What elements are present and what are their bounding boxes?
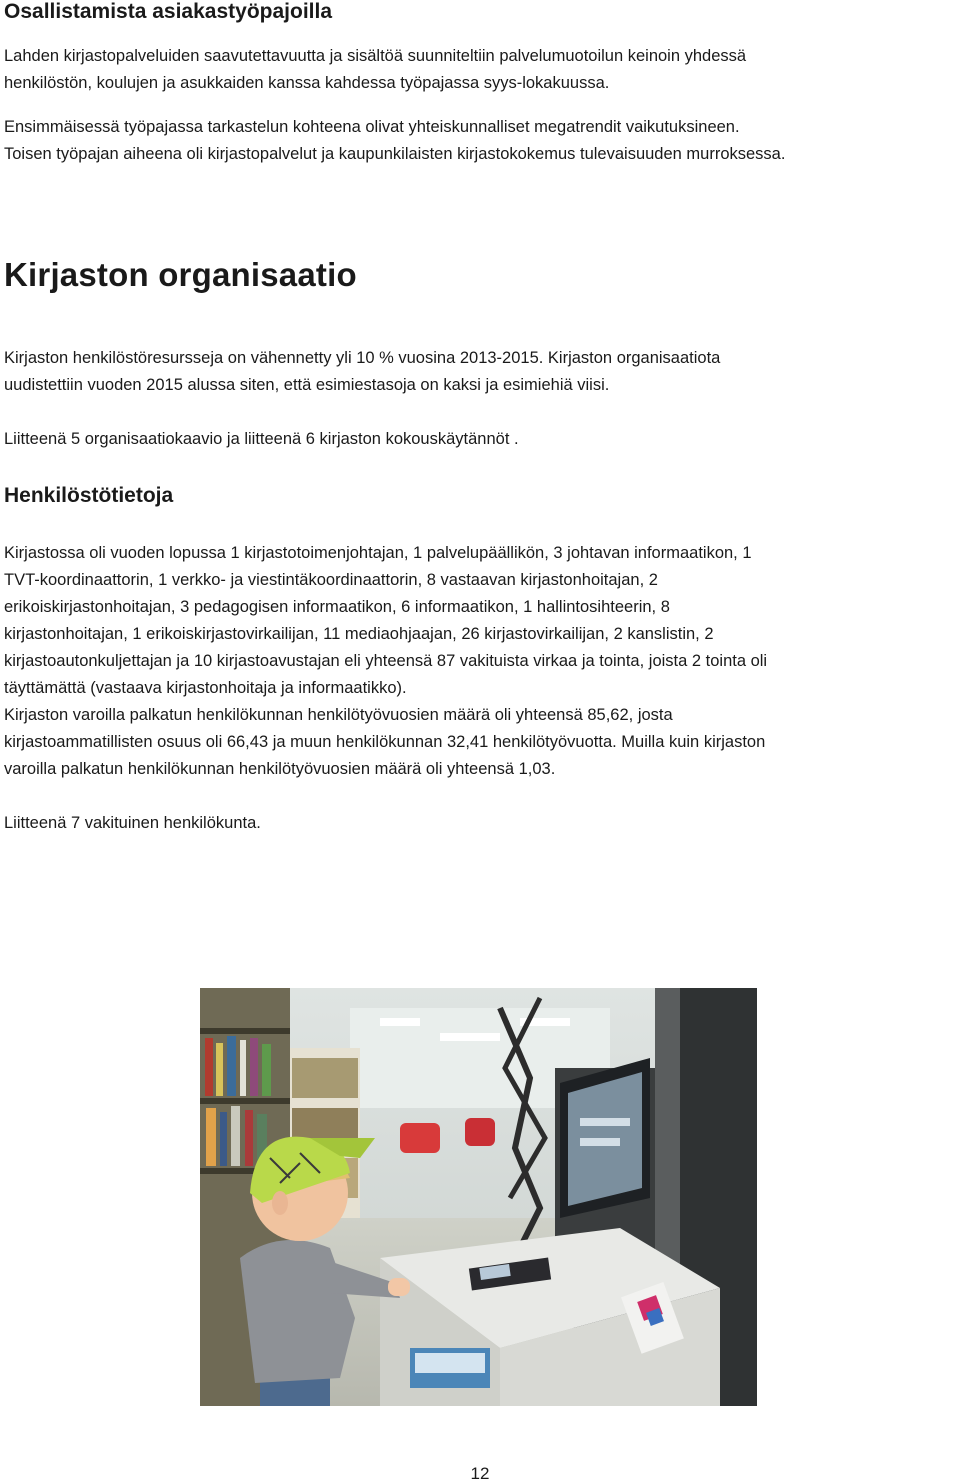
section-heading-staff: Henkilöstötietoja <box>4 484 174 507</box>
paragraph-workshops-intro: Lahden kirjastopalveluiden saavutettavuutta ja sisältöä suunniteltiin palvelumuotoilun keinoin yhdessä henkilöstön, koulujen ja asukkaiden kanssa kahdessa työpajassa syys-lokakuussa. <box>4 47 747 92</box>
page-number: 12 <box>470 1464 490 1483</box>
paragraph-staff-details: Kirjastossa oli vuoden lopussa 1 kirjastotoimenjohtajan, 1 palvelupäällikön, 3 johtavan informaatikon, 1 TVT-koordinaattorin, 1 verkko- ja viestintäkoordinaattorin, 8 vastaavan kirjastonhoitajan, 2 erikoiskirjastonhoitajan, 3 pedagogisen informaatikon, 6 informaatikon, 1 hallintosihteerin, 8 kirjastonhoitajan, 1 erikoiskirjastovirkailijan, 11 mediaohjaajan, 26 kirjastovirkailijan, 2 kanslistin, 2 kirjastoautonkuljettajan ja 10 kirjastoavustajan eli yhteensä 87 vakituista virkaa ja tointa, joista 2 tointa oli täyttämättä (vastaava kirjastonhoitaja ja informaatikko). Kirjaston varoilla palkatun henkilökunnan henkilötyövuosien määrä oli yhteensä 85,62, josta kirjastoammatillisten osuus oli 66,43 ja muun henkilökunnan 32,41 henkilötyövuotta. Muilla kuin kirjaston varoilla palkatun henkilökunnan henkilötyövuosien määrä oli yhteensä 1,03. <box>4 544 768 778</box>
paragraph-organisation: Kirjaston henkilöstöresursseja on vähennetty yli 10 % vuosina 2013-2015. Kirjaston organisaatiota uudistettiin vuoden 2015 alussa siten, että esimiestasoja on kaksi ja esimiehiä viisi. <box>4 349 721 394</box>
paragraph-workshops-topics: Ensimmäisessä työpajassa tarkastelun kohteena olivat yhteiskunnalliset megatrendit vaikutuksineen. Toisen työpajan aiheena oli kirjastopalvelut ja kaupunkilaisten kirjastokokemus tulevaisuuden murroksessa. <box>4 118 786 163</box>
paragraph-staff-appendix: Liitteenä 7 vakituinen henkilökunta. <box>4 814 261 832</box>
section-heading-workshops: Osallistamista asiakastyöpajoilla <box>4 0 333 23</box>
section-heading-organisation: Kirjaston organisaatio <box>4 256 357 293</box>
paragraph-organisation-appendix: Liitteenä 5 organisaatiokaavio ja liitteenä 6 kirjaston kokouskäytännöt . <box>4 430 519 448</box>
library-photo <box>200 988 757 1406</box>
